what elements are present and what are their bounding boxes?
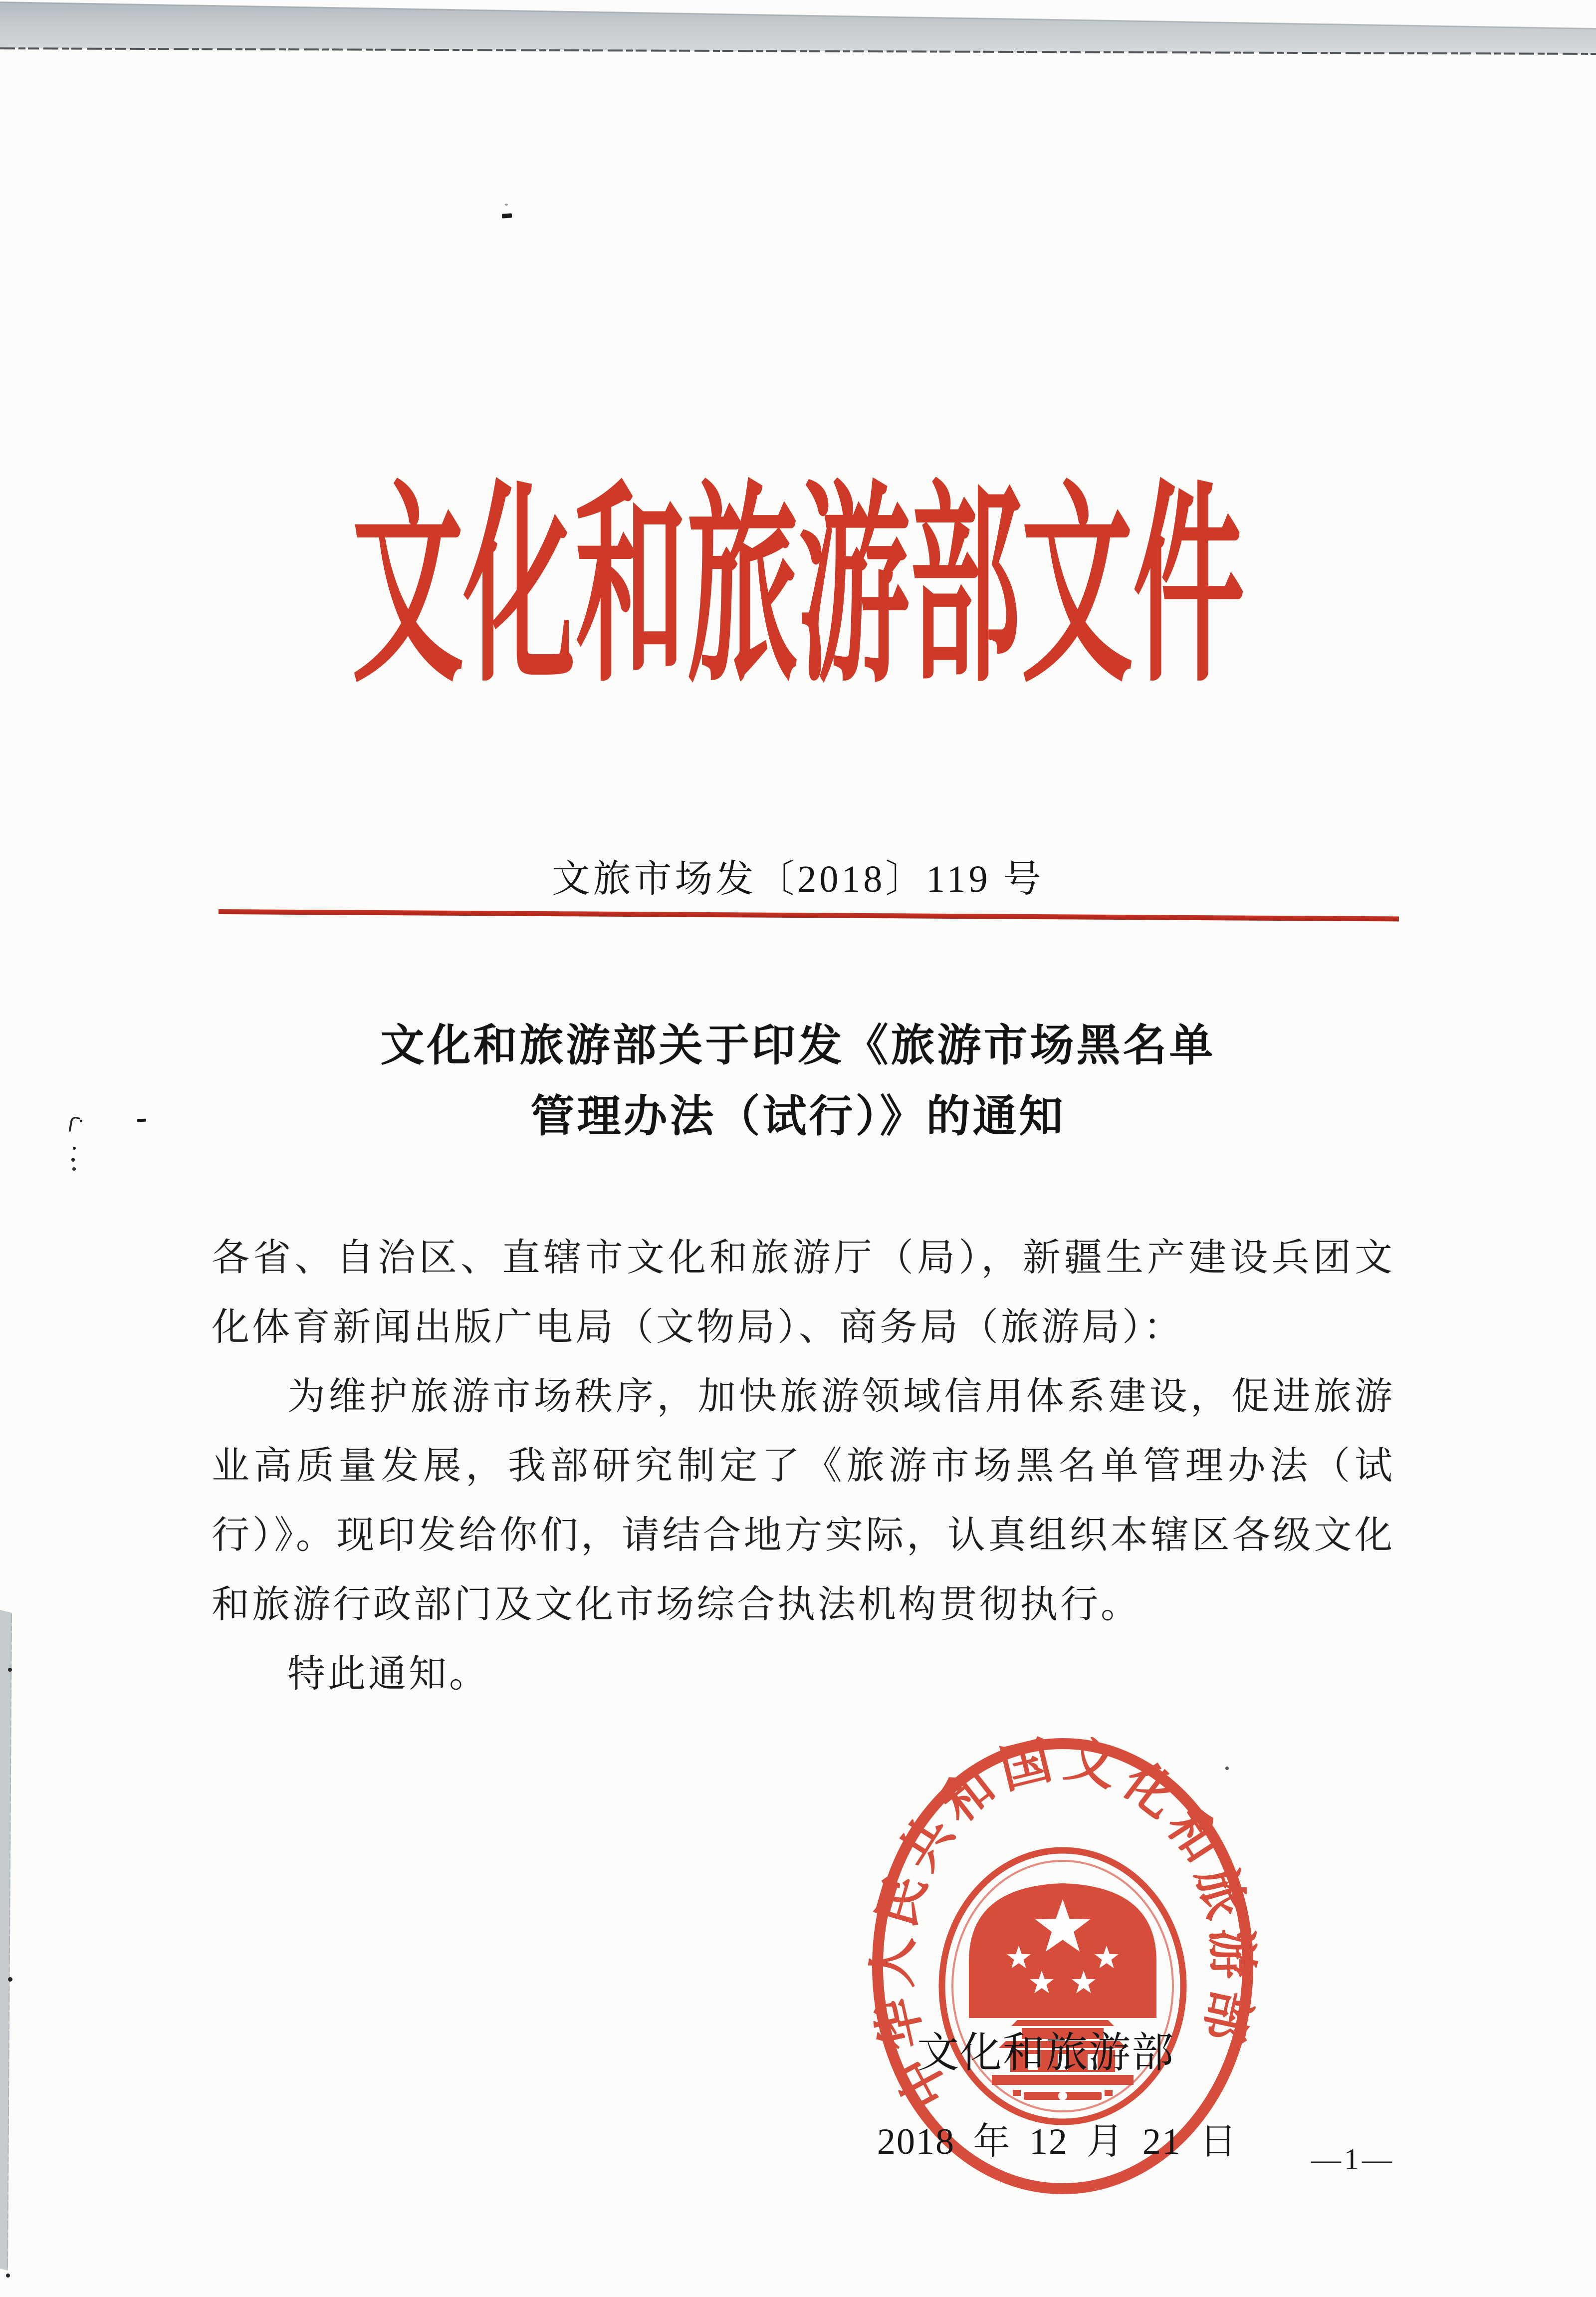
salutation-paragraph: 各省、自治区、直辖市文化和旅游厅（局），新疆生产建设兵团文化体育新闻出版广电局（文物局）、商务局（旅游局）： (212, 1237, 1395, 1348)
closing-paragraph: 特此通知。 (287, 1653, 489, 1695)
notice-title (0, 1011, 1596, 1153)
page-number: —1— (1311, 2143, 1395, 2176)
ink-speck (502, 213, 512, 218)
notice-title-line-1: 文化和旅游部关于印发《旅游市场黑名单 (380, 1022, 1216, 1070)
seal-ring-text: 中华人民共和国文化和旅游部 (865, 1731, 1261, 2118)
national-emblem-icon (942, 1850, 1183, 2122)
ink-speck (505, 204, 508, 206)
scan-edge-artifact-left (0, 1606, 18, 2280)
signer-name: 文化和旅游部 (917, 2030, 1175, 2076)
scan-edge-artifact-top (0, 0, 1596, 65)
document-number: 文旅市场发〔2018〕119 号 (552, 858, 1044, 900)
ink-speck (6, 2274, 10, 2278)
ink-speck (72, 1167, 76, 1171)
ink-speck (71, 1158, 75, 1162)
ink-speck (8, 1668, 12, 1672)
body-paragraph: 为维护旅游市场秩序，加快旅游领域信用体系建设，促进旅游业高质量发展，我部研究制定了《旅游市场黑名单管理办法（试行）》。现印发给你们，请结合地方实际，认真组织本辖区各级文化和旅游行政部门及文化市场综合执法机构贯彻执行。 (212, 1376, 1395, 1626)
scan-band-shape (0, 1, 1596, 54)
scan-left-band-shape (0, 1610, 12, 2271)
issue-date: 2018 年 12 月 21 日 (877, 2121, 1238, 2162)
notice-body (212, 1224, 1395, 1709)
red-divider-rule (219, 909, 1399, 921)
letterhead-title: 文化和旅游部文件 (352, 470, 1244, 708)
notice-title-line-2: 管理办法（试行）》的通知 (530, 1093, 1066, 1141)
ink-speck (8, 1977, 12, 1982)
